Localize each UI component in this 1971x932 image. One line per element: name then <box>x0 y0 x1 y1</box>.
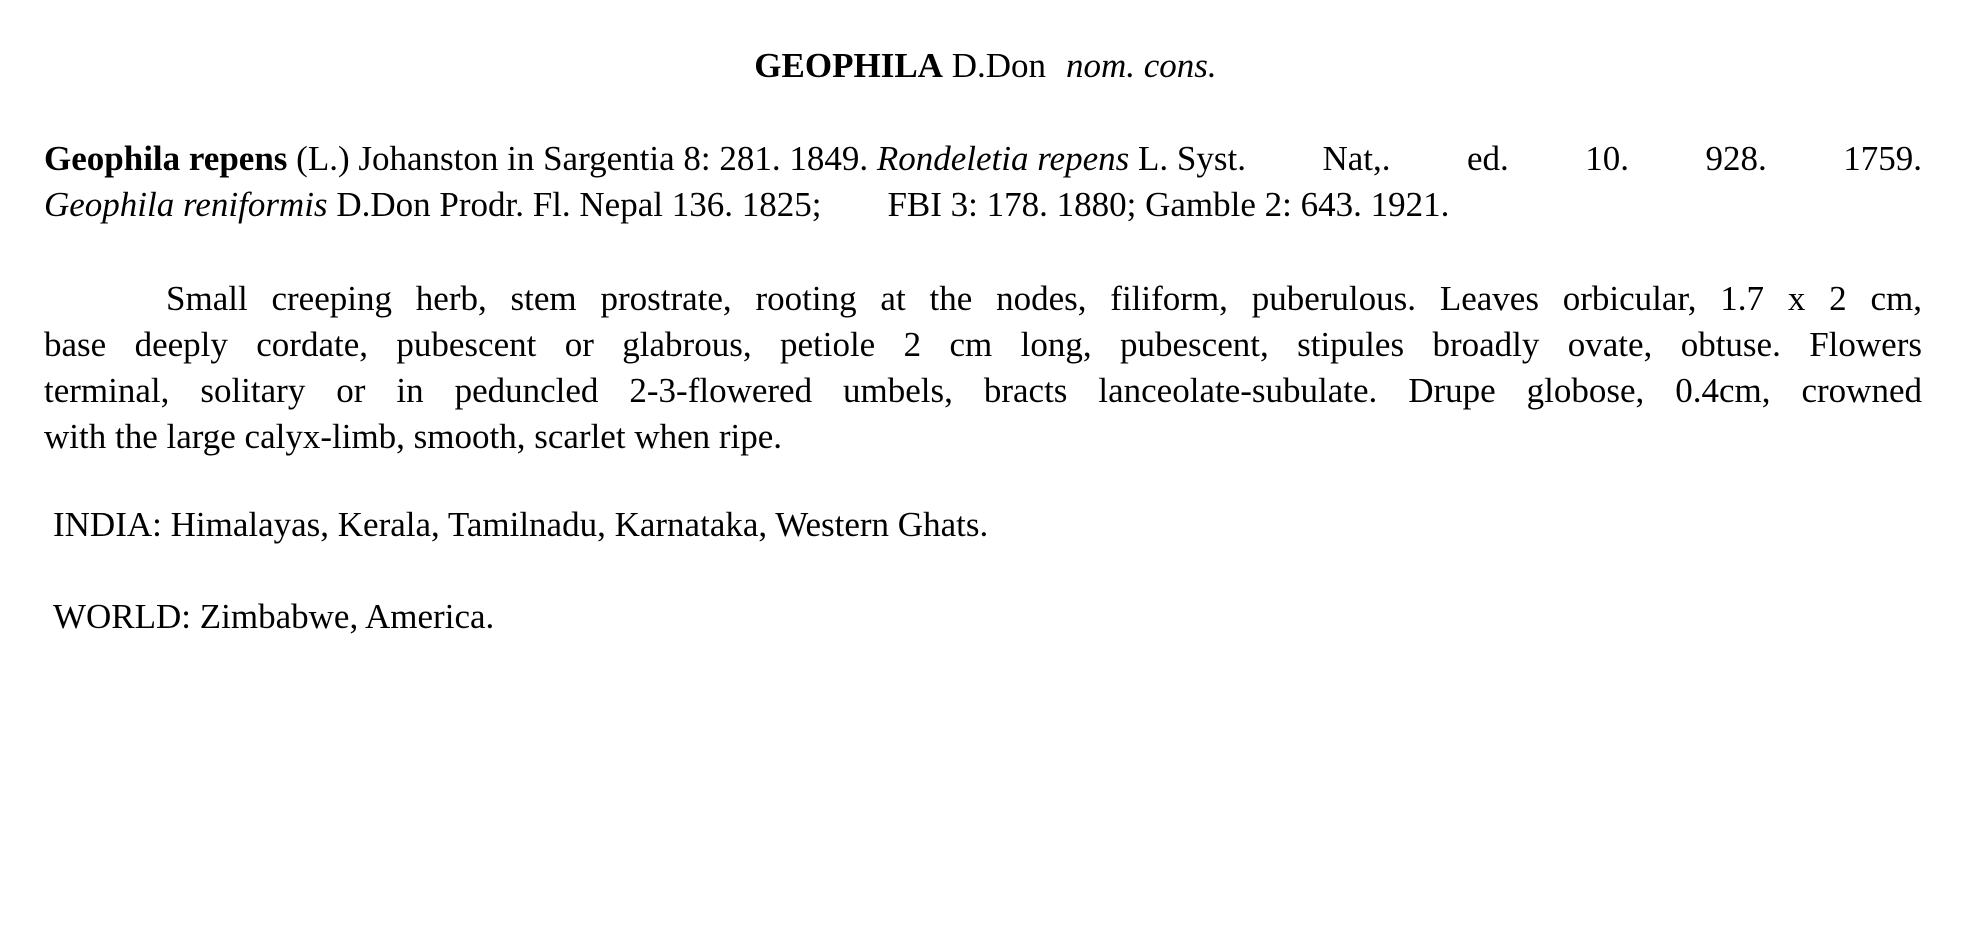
description-line <box>44 322 1922 368</box>
citation-line-1-main <box>44 136 1246 182</box>
species-authority: (L.) Johanston in Sargentia 8: 281. 1849. <box>287 139 877 178</box>
description-line <box>44 276 1922 322</box>
description-line-text: terminal, solitary or in peduncled 2-3-flowered umbels, bracts lanceolate-subulate. Drupe globose, 0.4cm, crowned <box>44 371 1922 410</box>
distribution-india: INDIA: Himalayas, Kerala, Tamilnadu, Karnataka, Western Ghats. <box>53 505 989 544</box>
distribution-world: WORLD: Zimbabwe, America. <box>53 597 495 636</box>
genus-heading <box>0 44 1971 88</box>
synonym-2-name: Geophila reniformis <box>44 185 328 224</box>
citation-tail-word: Nat,. <box>1322 139 1391 178</box>
citation-line-1 <box>44 136 1922 182</box>
description-line-text: base deeply cordate, pubescent or glabrous, petiole 2 cm long, pubescent, stipules broadly ovate, obtuse. Flowers <box>44 325 1922 364</box>
description-line <box>44 414 1922 460</box>
citation-tail-word: ed. <box>1466 139 1509 178</box>
synonym-name: Rondeletia repens <box>876 139 1130 178</box>
citation-tail-word: 1759. <box>1843 139 1922 178</box>
genus-author: D.Don <box>951 46 1046 85</box>
description-line <box>44 368 1922 414</box>
synonym-2-reference: D.Don Prodr. Fl. Nepal 136. 1825; <box>327 185 822 224</box>
species-description <box>44 276 1922 460</box>
flora-references: FBI 3: 178. 1880; Gamble 2: 643. 1921. <box>887 185 1450 224</box>
genus-name: GEOPHILA <box>754 46 943 85</box>
synonym-reference: L. Syst. <box>1129 139 1246 178</box>
citation-tail-word: 928. <box>1705 139 1767 178</box>
nomenclature-status: nom. cons. <box>1066 46 1217 85</box>
description-line-text: with the large calyx-limb, smooth, scarlet when ripe. <box>44 417 783 456</box>
description-line-text: Small creeping herb, stem prostrate, rooting at the nodes, filiform, puberulous. Leaves orbicular, 1.7 x 2 cm, <box>166 279 1922 318</box>
species-name: Geophila repens <box>44 139 288 178</box>
citation-line-2 <box>44 182 1922 228</box>
citation-tail-word: 10. <box>1585 139 1629 178</box>
